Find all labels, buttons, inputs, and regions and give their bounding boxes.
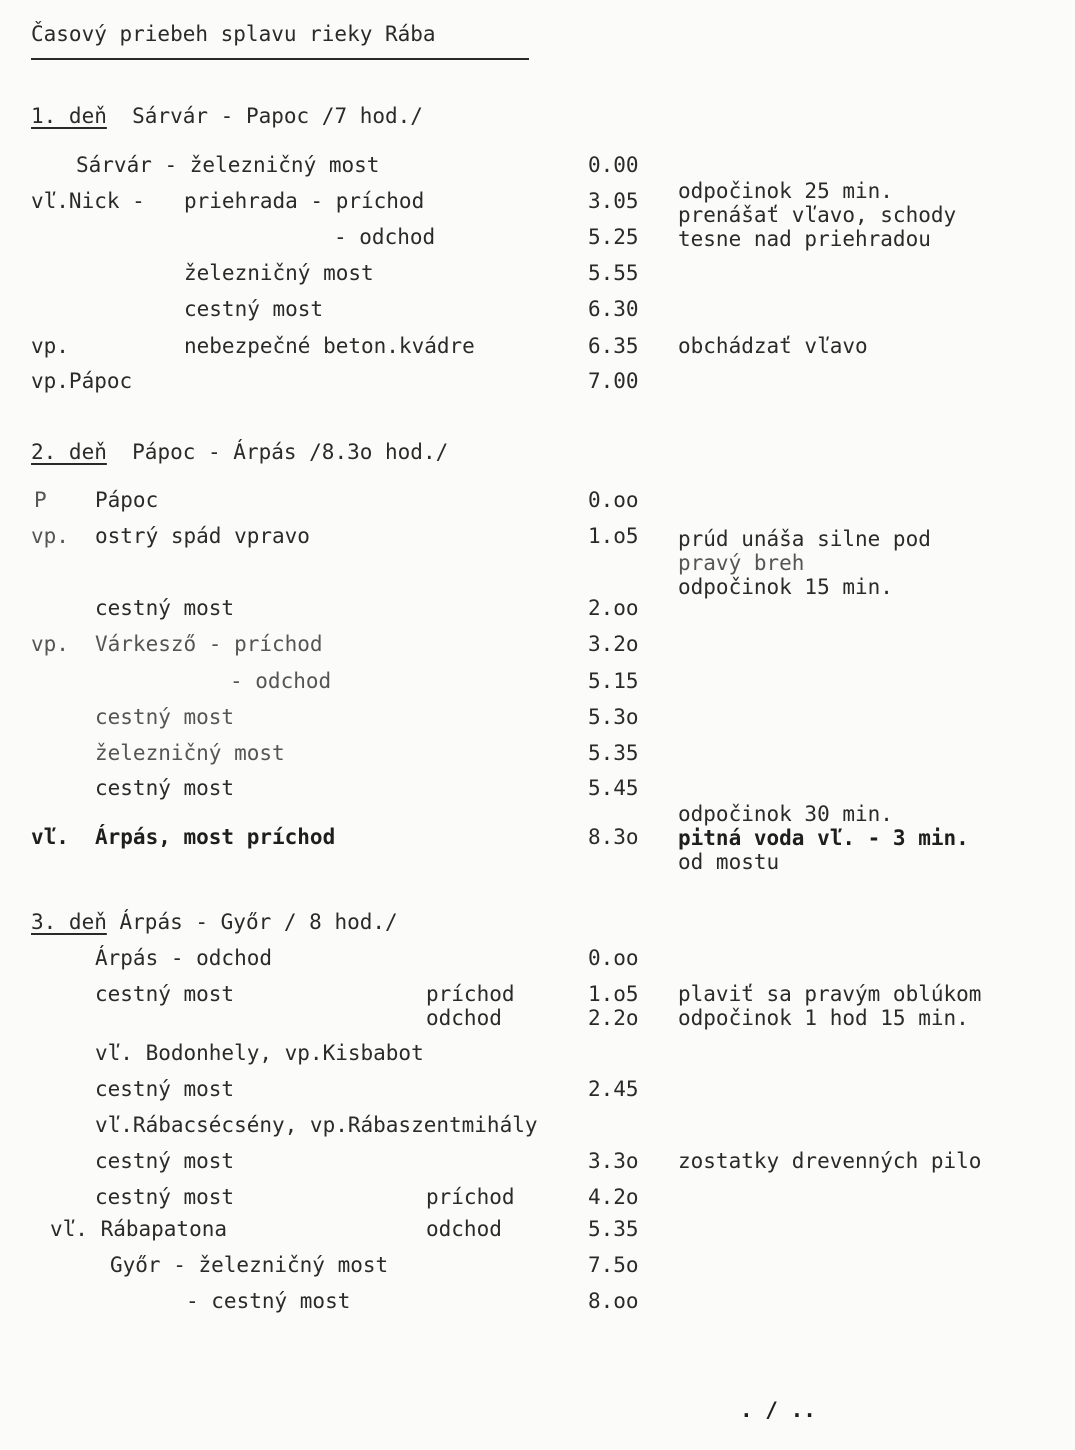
day2-label: 2. deň — [31, 440, 107, 464]
day3-row-event: odchod — [426, 1217, 502, 1241]
day1-row-place: cestný most — [184, 297, 324, 321]
day1-row-place: Sárvár - železničný most — [76, 153, 380, 177]
day2-note: pitná voda vľ. - 3 min. — [678, 826, 969, 850]
day1-row-prefix: vľ.Nick - — [31, 189, 158, 213]
day1-row-time: 6.30 — [588, 297, 639, 321]
day2-note: prúd unáša silne pod — [678, 527, 931, 551]
day1-row-place: železničný most — [184, 261, 374, 285]
page-continuation-mark: . / .. — [740, 1398, 816, 1422]
day3-row-event: príchod — [426, 982, 515, 1006]
day2-row-time: 5.15 — [588, 669, 639, 693]
day3-row-time: 0.oo — [588, 946, 639, 970]
day2-row-place: cestný most — [95, 705, 235, 729]
day1-row-time: 6.35 — [588, 334, 639, 358]
title-underline — [31, 58, 529, 60]
day2-row-place: cestný most — [95, 596, 235, 620]
day3-row-time: 4.2o — [588, 1185, 639, 1209]
day3-row-place: cestný most — [95, 982, 235, 1006]
day3-row-place: vľ.Rábacsécsény, vp.Rábaszentmihály — [95, 1113, 538, 1137]
day3-row-event: príchod — [426, 1185, 515, 1209]
day1-row-time: 5.25 — [588, 225, 639, 249]
day2-note: pravý breh — [678, 551, 805, 575]
day1-note: tesne nad priehradou — [678, 227, 931, 251]
day2-row-prefix: vľ. — [31, 825, 69, 849]
document-title: Časový priebeh splavu rieky Rába — [31, 22, 436, 46]
day3-row-event: odchod — [426, 1006, 502, 1030]
day2-note: odpočinok 30 min. — [678, 802, 893, 826]
day2-route: Pápoc - Árpás /8.3o hod./ — [132, 440, 449, 464]
day2-row-place: Várkesző - príchod — [95, 632, 323, 656]
day3-row-place: cestný most — [95, 1149, 235, 1173]
day1-row-time: 3.05 — [588, 189, 639, 213]
day3-row-place: vľ. Bodonhely, vp.Kisbabot — [95, 1041, 424, 1065]
day1-row-time: 0.00 — [588, 153, 639, 177]
day2-row-time: 8.3o — [588, 825, 639, 849]
day1-label: 1. deň — [31, 104, 107, 128]
day3-note: plaviť sa pravým oblúkom — [678, 982, 982, 1006]
day3-label: 3. deň — [31, 910, 107, 934]
day2-row-time: 1.o5 — [588, 524, 639, 548]
day2-row-place: Pápoc — [95, 488, 159, 512]
day1-row-place: vp.Pápoc — [31, 369, 133, 393]
day3-row-place: - cestný most — [186, 1289, 351, 1313]
day2-row-time: 3.2o — [588, 632, 639, 656]
day2-note: odpočinok 15 min. — [678, 575, 893, 599]
day3-note: zostatky drevenných pilo — [678, 1149, 982, 1173]
day1-note: prenášať vľavo, schody — [678, 203, 957, 227]
day3-note: odpočinok 1 hod 15 min. — [678, 1006, 969, 1030]
day3-row-place: cestný most — [95, 1185, 235, 1209]
day1-row-time: 7.00 — [588, 369, 639, 393]
day1-note: obchádzať vľavo — [678, 334, 868, 358]
day2-row-time: 5.45 — [588, 776, 639, 800]
day2-row-time: 5.3o — [588, 705, 639, 729]
day1-row-prefix: vp. — [31, 334, 69, 358]
day3-row-place: Győr - železničný most — [110, 1253, 389, 1277]
day2-note: od mostu — [678, 850, 780, 874]
day3-row-time: 7.5o — [588, 1253, 639, 1277]
day1-heading — [31, 104, 423, 128]
day1-route: Sárvár - Papoc /7 hod./ — [132, 104, 423, 128]
day2-row-place: ostrý spád vpravo — [95, 524, 310, 548]
day1-note: odpočinok 25 min. — [678, 179, 893, 203]
day2-row-prefix: vp. — [31, 524, 69, 548]
day2-row-time: 2.oo — [588, 596, 639, 620]
day3-row-place: vľ. Rábapatona — [50, 1217, 228, 1241]
day2-heading — [31, 440, 448, 464]
day2-row-prefix: P — [34, 488, 47, 512]
day3-row-time: 1.o5 — [588, 982, 639, 1006]
day2-row-place: - odchod — [230, 669, 332, 693]
day3-row-time: 8.oo — [588, 1289, 639, 1313]
day3-route: Árpás - Győr / 8 hod./ — [119, 910, 398, 934]
day2-row-time: 0.oo — [588, 488, 639, 512]
day3-row-time: 2.45 — [588, 1077, 639, 1101]
day1-row-place: - odchod — [334, 225, 436, 249]
day3-heading — [31, 910, 398, 934]
day2-row-place: železničný most — [95, 741, 285, 765]
day3-row-place: Árpás - odchod — [95, 946, 273, 970]
day1-row-place: priehrada - príchod — [184, 189, 425, 213]
day2-row-time: 5.35 — [588, 741, 639, 765]
day3-row-time: 5.35 — [588, 1217, 639, 1241]
day1-row-place: nebezpečné beton.kvádre — [184, 334, 475, 358]
day3-row-time: 2.2o — [588, 1006, 639, 1030]
day2-row-prefix: vp. — [31, 632, 69, 656]
day3-row-time: 3.3o — [588, 1149, 639, 1173]
day2-row-place: cestný most — [95, 776, 235, 800]
day1-row-time: 5.55 — [588, 261, 639, 285]
day3-row-place: cestný most — [95, 1077, 235, 1101]
day2-row-place: Árpás, most príchod — [95, 825, 336, 849]
